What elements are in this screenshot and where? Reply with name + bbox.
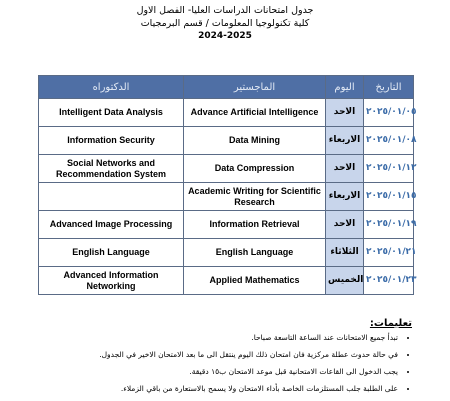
masters-exam: Advance Artificial Intelligence — [184, 99, 326, 127]
column-header-doctorate: الدكتوراه — [39, 76, 184, 99]
column-header-date: التاريخ — [364, 76, 414, 99]
exam-day: الاربعاء — [326, 183, 364, 211]
doctorate-exam — [39, 183, 184, 211]
masters-exam: Academic Writing for Scientific Research — [184, 183, 326, 211]
column-header-masters: الماجستير — [184, 76, 326, 99]
doctorate-exam: Intelligent Data Analysis — [39, 99, 184, 127]
table-row — [39, 99, 414, 127]
schedule-title: جدول امتحانات الدراسات العليا- الفصل الاول — [136, 5, 314, 16]
exam-date: ٢٠٢٥/٠١/١٩ — [364, 211, 414, 239]
exam-date: ٢٠٢٥/٠١/٢٣ — [364, 267, 414, 295]
table-row — [39, 239, 414, 267]
exam-date: ٢٠٢٥/٠١/٠٨ — [364, 127, 414, 155]
column-header-day: اليوم — [326, 76, 364, 99]
college-department: كلية تكنولوجيا المعلومات / قسم البرمجيات — [140, 18, 310, 29]
instruction-item: • في حالة حدوث عطلة مركزية فان امتحان ذلك اليوم ينتقل الى ما بعد الامتحان الاخير في الجدول. — [22, 350, 398, 360]
doctorate-exam: Social Networks and Recommendation System — [39, 155, 184, 183]
instructions-title: تعليمات: — [369, 318, 412, 329]
doctorate-exam: English Language — [39, 239, 184, 267]
document-header — [0, 4, 450, 43]
masters-exam: Information Retrieval — [184, 211, 326, 239]
masters-exam: Data Mining — [184, 127, 326, 155]
exam-schedule-table — [38, 75, 417, 295]
masters-exam: Applied Mathematics — [184, 267, 326, 295]
doctorate-exam: Advanced Image Processing — [39, 211, 184, 239]
academic-year: 2024-2025 — [198, 31, 252, 41]
exam-date: ٢٠٢٥/٠١/٢١ — [364, 239, 414, 267]
table-row — [39, 127, 414, 155]
exam-day: الاحد — [326, 211, 364, 239]
instruction-item: • يجب الدخول الى القاعات الامتحانية قبل موعد الامتحان ب١٥ دقيقة. — [22, 367, 398, 377]
masters-exam: Data Compression — [184, 155, 326, 183]
exam-date: ٢٠٢٥/٠١/٠٥ — [364, 99, 414, 127]
exam-date: ٢٠٢٥/٠١/١٥ — [364, 183, 414, 211]
doctorate-exam: Information Security — [39, 127, 184, 155]
masters-exam: English Language — [184, 239, 326, 267]
table-row — [39, 267, 414, 295]
doctorate-exam: Advanced Information Networking — [39, 267, 184, 295]
exam-day: الخميس — [326, 267, 364, 295]
exam-date: ٢٠٢٥/٠١/١٢ — [364, 155, 414, 183]
exam-day: الاحد — [326, 155, 364, 183]
instructions-list — [22, 333, 412, 394]
instructions-section — [22, 318, 412, 401]
table-row — [39, 211, 414, 239]
instruction-item: • تبدأ جميع الامتحانات عند الساعة التاسعة صباحا. — [22, 333, 398, 343]
exam-day: الثلاثاء — [326, 239, 364, 267]
instruction-item: • على الطلبة جلب المستلزمات الخاصة بأداء الامتحان ولا يسمح بالاستعارة من باقي الزملاء. — [22, 384, 398, 394]
table-row — [39, 183, 414, 211]
table-row — [39, 155, 414, 183]
table-header-row — [39, 76, 414, 99]
exam-day: الاحد — [326, 99, 364, 127]
exam-day: الاربعاء — [326, 127, 364, 155]
